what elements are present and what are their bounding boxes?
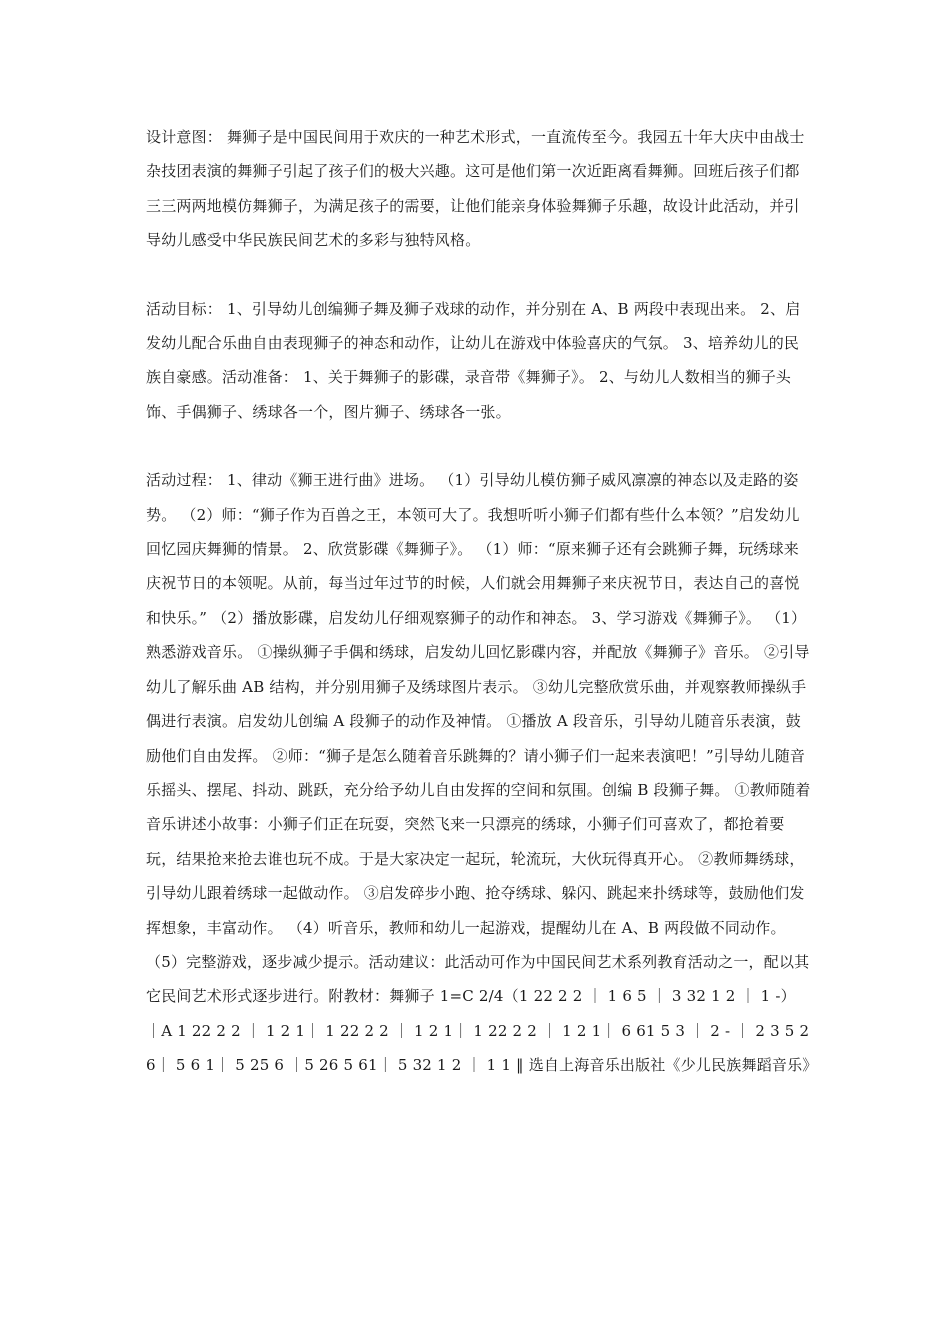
paragraph-spacer [146, 258, 811, 292]
goals-and-preparation-paragraph: 活动目标： 1、引导幼儿创编狮子舞及狮子戏球的动作，并分别在 A、B 两段中表现出来。 2、启发幼儿配合乐曲自由表现狮子的神态和动作，让幼儿在游戏中体验喜庆的气氛。 3、培养幼儿的民族自豪感。活动准备： 1、关于舞狮子的影碟，录音带《舞狮子》。 2、与幼儿人数相当的狮子头饰、手偶狮子、绣球各一个，图片狮子、绣球各一张。 [146, 299, 801, 421]
paragraph-spacer [146, 429, 811, 463]
activity-process-paragraph: 活动过程： 1、律动《狮王进行曲》进场。 （1）引导幼儿模仿狮子威风凛凛的神态以及走路的姿势。 （2）师：“狮子作为百兽之王，本领可大了。我想听听小狮子们都有些什么本领？”启发幼儿回忆园庆舞狮的情景。 2、欣赏影碟《舞狮子》。 （1）师：“原来狮子还有会跳狮子舞，玩绣球来庆祝节日的本领呢。从前，每当过年过节的时候，人们就会用舞狮子来庆祝节日，表达自己的喜悦和快乐。” （2）播放影碟，启发幼儿仔细观察狮子的动作和神态。 3、学习游戏《舞狮子》。 （1）熟悉游戏音乐。 ①操纵狮子手偶和绣球，启发幼儿回忆影碟内容，并配放《舞狮子》音乐。 ②引导幼儿了解乐曲 AB 结构，并分别用狮子及绣球图片表示。 ③幼儿完整欣赏乐曲，并观察教师操纵手偶进行表演。启发幼儿创编 A 段狮子的动作及神情。 ①播放 A 段音乐，引导幼儿随音乐表演，鼓励他们自由发挥。 ②师：“狮子是怎么随着音乐跳舞的？请小狮子们一起来表演吧！”引导幼儿随音乐摇头、摆尾、抖动、跳跃，充分给予幼儿自由发挥的空间和氛围。创编 B 段狮子舞。 ①教师随着音乐讲述小故事：小狮子们正在玩耍，突然飞来一只漂亮的绣球，小狮子们可喜欢了，都抢着要玩，结果抢来抢去谁也玩不成。于是大家决定一起玩，轮流玩，大伙玩得真开心。 ②教师舞绣球，引导幼儿跟着绣球一起做动作。 ③启发碎步小跑、抢夺绣球、躲闪、跳起来扑绣球等，鼓励他们发挥想象，丰富动作。 （4）听音乐，教师和幼儿一起游戏，提醒幼儿在 A、B 两段做不同动作。 （5）完整游戏，逐步减少提示。活动建议：此活动可作为中国民间艺术系列教育活动之一，配以其它民间艺术形式逐步进行。附教材：舞狮子 1=C 2/4（1 22 2 2 ｜ 1 6 5 ｜ 3 32 1 2 ｜ 1 -）｜A 1 22 2 2 ｜ 1 2 1｜ 1 22 2 2 ｜ 1 2 1｜ 1 22 2 2 ｜ 1 2 1｜ 6 61 5 3 ｜ 2 - ｜ 2 3 5 26｜ 5 6 1｜ 5 25 6 ｜5 26 5 61｜ 5 32 1 2 ｜ 1 1 ‖ 选自上海音乐出版社《少儿民族舞蹈音乐》 [146, 471, 818, 1075]
document-page [146, 120, 818, 1083]
design-intent-paragraph: 设计意图： 舞狮子是中国民间用于欢庆的一种艺术形式，一直流传至今。我园五十年大庆中由战士杂技团表演的舞狮子引起了孩子们的极大兴趣。这可是他们第一次近距离看舞狮。回班后孩子们都三三两两地模仿舞狮子，为满足孩子的需要，让他们能亲身体验舞狮子乐趣，故设计此活动，并引导幼儿感受中华民族民间艺术的多彩与独特风格。 [146, 128, 805, 250]
